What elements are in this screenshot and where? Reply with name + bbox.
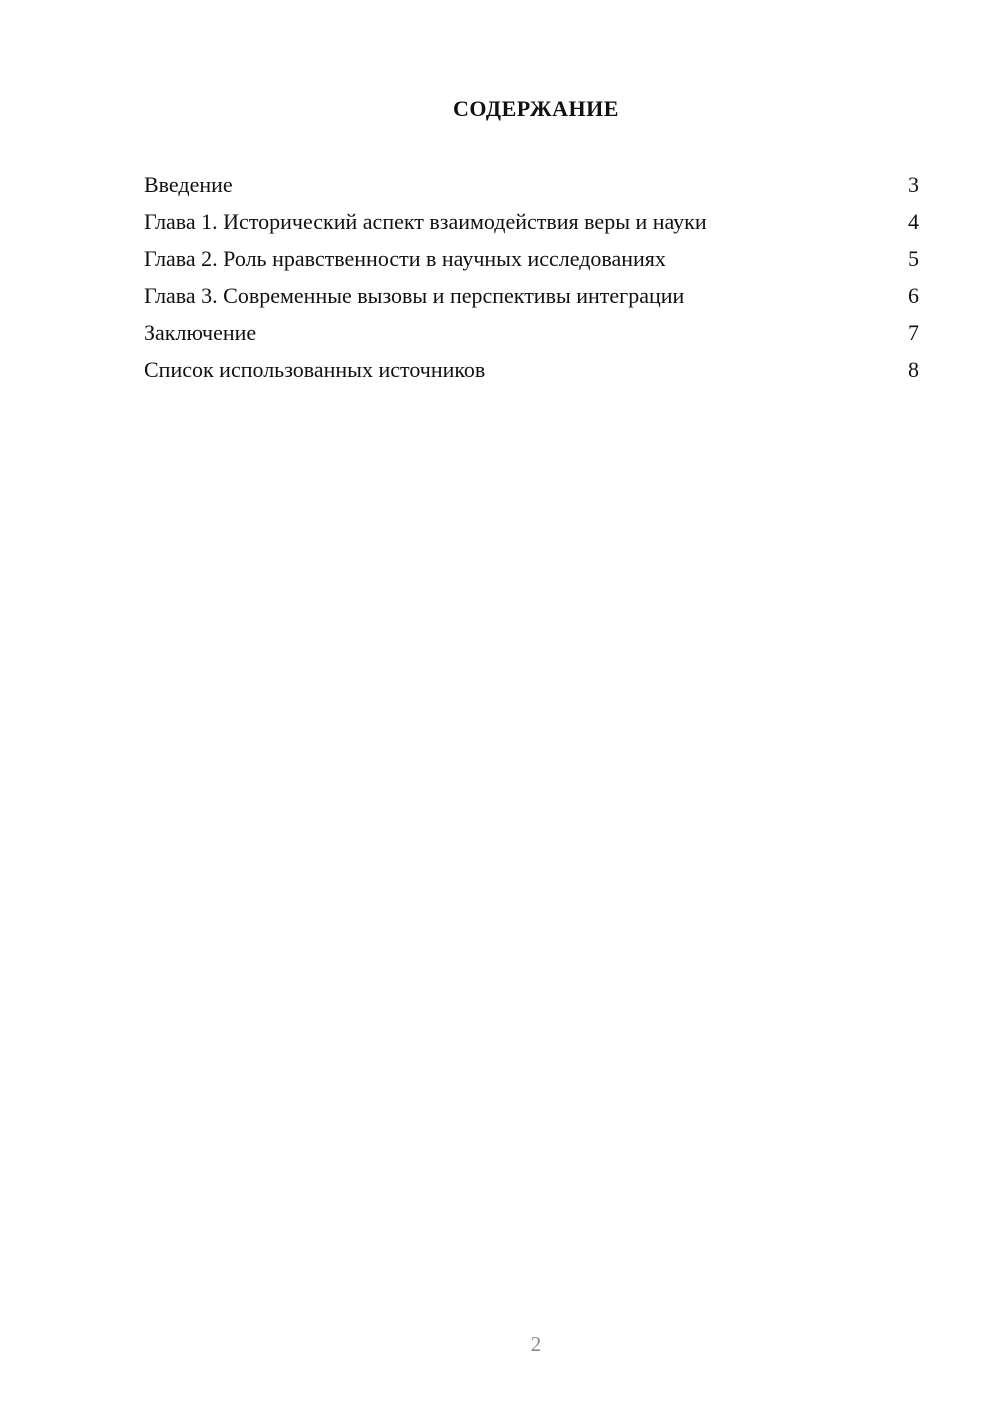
toc-entry	[144, 281, 919, 318]
toc-entry	[144, 318, 919, 355]
toc-entry	[144, 244, 919, 281]
toc-entry	[144, 355, 919, 392]
toc-entry-title: Глава 3. Современные вызовы и перспективы интеграции	[144, 283, 685, 308]
toc-heading: СОДЕРЖАНИЕ	[453, 96, 619, 121]
toc-entry-page-number: 8	[908, 357, 919, 382]
toc-entry-title: Глава 2. Роль нравственности в научных исследованиях	[144, 246, 666, 271]
toc-entry-page-number: 3	[908, 172, 919, 197]
toc-entry	[144, 207, 919, 244]
toc-entry-page-number: 6	[908, 283, 919, 308]
toc-entry	[144, 170, 919, 207]
toc-entry-page-number: 7	[908, 320, 919, 345]
toc-entry-title: Введение	[144, 172, 233, 197]
toc-entry-page-number: 4	[908, 209, 919, 234]
toc-entry-title: Заключение	[144, 320, 257, 345]
toc-entry-title: Список использованных источников	[144, 357, 486, 382]
footer-page-number: 2	[530, 1332, 542, 1356]
table-of-contents	[144, 170, 919, 392]
toc-entry-page-number: 5	[908, 246, 919, 271]
toc-entry-title: Глава 1. Исторический аспект взаимодействия веры и науки	[144, 209, 707, 234]
